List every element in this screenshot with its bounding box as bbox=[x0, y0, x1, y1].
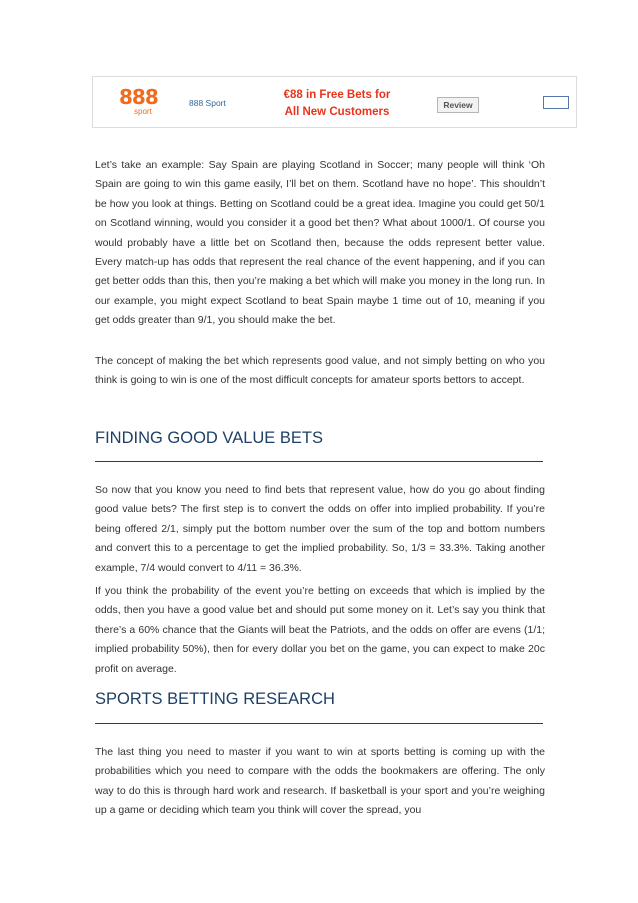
section-heading-research: SPORTS BETTING RESEARCH bbox=[95, 690, 335, 708]
section-heading-value-bets: FINDING GOOD VALUE BETS bbox=[95, 429, 323, 447]
value-bets-paragraph-2: If you think the probability of the event you’re betting on exceeds that which is implied by the odds, then you have a good value bet and should put some money on it. Let’s say you think that there’s a 60% chance that the Giants will beat the Patriots, and the odds on offer are evens (1/1; implied probability 50%), then for every dollar you bet on the game, you can expect to make 20c profit on average. bbox=[95, 585, 545, 675]
section-divider bbox=[95, 461, 543, 462]
research-paragraph-1: The last thing you need to master if you want to win at sports betting is coming up with the probabilities which you need to compare with the odds the bookmakers are offering. The only way to do this is through hard work and research. If basketball is your sport and you’re weighing up a game or deciding which team you think will cover the spread, you bbox=[95, 746, 545, 817]
review-button[interactable]: Review bbox=[437, 97, 479, 113]
brand-logo[interactable] bbox=[119, 85, 163, 118]
promo-banner bbox=[92, 76, 577, 128]
value-bets-paragraph-1: So now that you know you need to find bets that represent value, how do you go about finding good value bets? The first step is to convert the odds on offer into implied probability. If you’re being offered 2/1, simply put the bottom number over the sum of the top and bottom numbers and convert this to a percentage to get the implied probability. So, 1/3 = 33.3%. Taking another example, 7/4 would convert to 4/11 = 36.3%. bbox=[95, 484, 545, 574]
promo-offer-link[interactable] bbox=[269, 87, 405, 121]
promo-name-link[interactable]: 888 Sport bbox=[189, 98, 226, 108]
intro-paragraph-2: The concept of making the bet which represents good value, and not simply betting on who you think is going to win is one of the most difficult concepts for amateur sports bettors to accept. bbox=[95, 355, 545, 387]
logo-number: 888 bbox=[119, 85, 158, 109]
section-divider bbox=[95, 723, 543, 724]
offer-line-2: All New Customers bbox=[284, 106, 390, 118]
offer-line-1: €88 in Free Bets for bbox=[283, 89, 391, 101]
visit-button[interactable] bbox=[543, 96, 569, 109]
intro-paragraph-1: Let’s take an example: Say Spain are playing Scotland in Soccer; many people will think ‘Oh Spain are going to win this game easily, I’ll bet on them. Scotland have no hope’. This shouldn’t be how you look at things. Betting on Scotland could be a great idea. Imagine you could get 50/1 on Scotland winning, would you consider it a good bet then? What about 1000/1. Of course you would probably have a little bet on Scotland then, because the odds represent better value. Every match-up has odds that represent the real chance of the event happening, and if you can get better odds than this, then you’re making a bet which will make you money in the long run. In our example, you might expect Scotland to beat Spain maybe 1 time out of 10, meaning if you get odds greater than 9/1, you should make the bet. bbox=[95, 159, 545, 327]
logo-sub: sport bbox=[134, 107, 152, 116]
